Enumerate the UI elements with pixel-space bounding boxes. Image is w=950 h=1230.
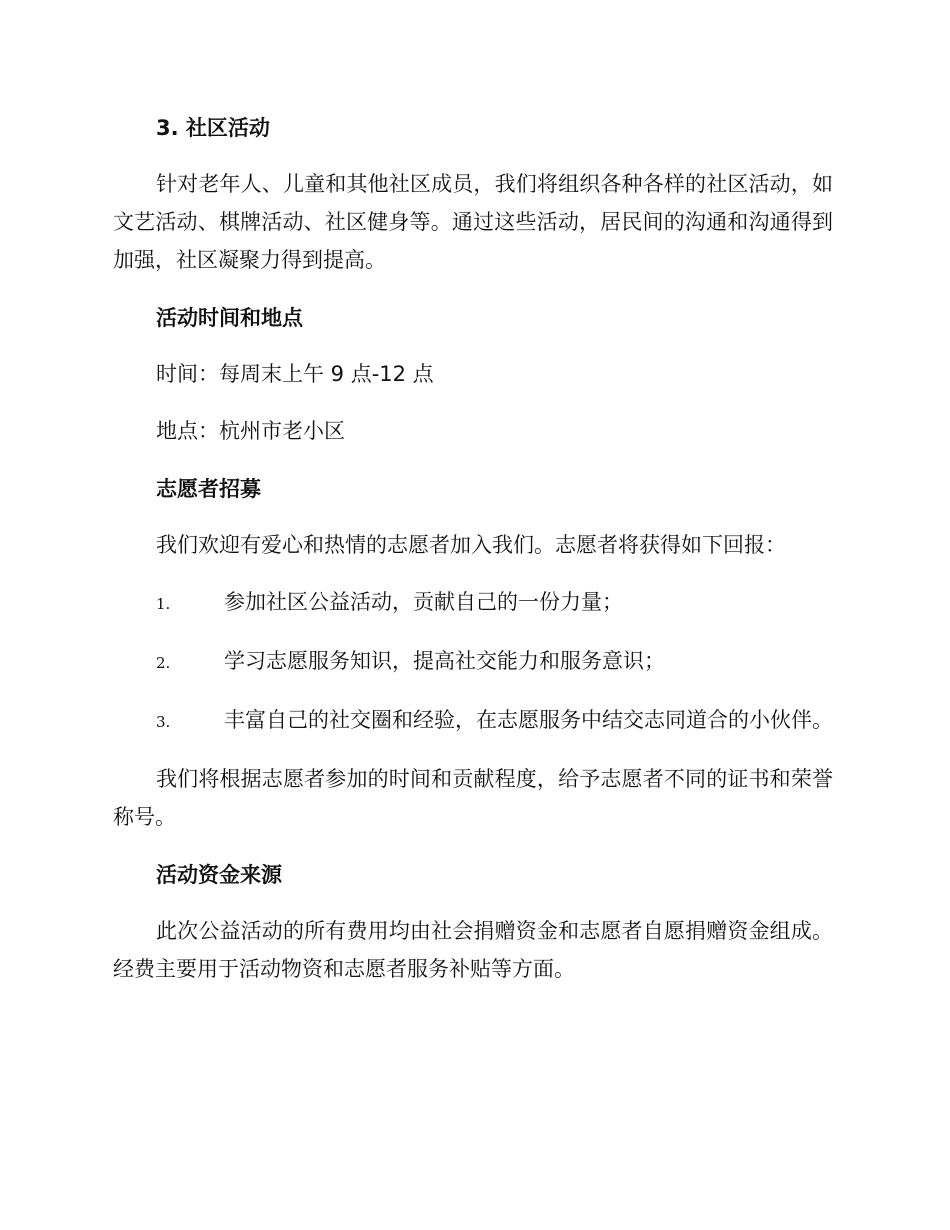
section-title: 3. 社区活动 (156, 116, 270, 140)
funding-paragraph: 此次公益活动的所有费用均由社会捐赠资金和志愿者自愿捐赠资金组成。经费主要用于活动物资和志愿者服务补贴等方面。 (113, 919, 833, 981)
list-item (113, 583, 833, 623)
volunteers-heading: 志愿者招募 (156, 477, 261, 501)
volunteers-closing: 我们将根据志愿者参加的时间和贡献程度，给予志愿者不同的证书和荣誉称号。 (113, 767, 833, 829)
list-item-number: 2. (156, 654, 171, 672)
section-intro-paragraph: 针对老年人、儿童和其他社区成员，我们将组织各种各样的社区活动，如文艺活动、棋牌活动、社区健身等。通过这些活动，居民间的沟通和沟通得到加强，社区凝聚力得到提高。 (113, 172, 833, 272)
schedule-time: 时间：每周末上午 9 点-12 点 (156, 362, 434, 386)
list-item-text: 丰富自己的社交圈和经验，在志愿服务中结交志同道合的小伙伴。 (224, 708, 833, 732)
list-item (113, 642, 833, 682)
funding-heading: 活动资金来源 (156, 863, 282, 887)
list-item-text: 学习志愿服务知识，提高社交能力和服务意识； (224, 649, 665, 673)
document-body (113, 108, 833, 1007)
schedule-heading: 活动时间和地点 (156, 306, 303, 330)
list-item-number: 1. (156, 595, 171, 613)
list-item-number: 3. (156, 713, 171, 731)
schedule-place: 地点：杭州市老小区 (156, 419, 345, 443)
volunteers-intro: 我们欢迎有爱心和热情的志愿者加入我们。志愿者将获得如下回报： (156, 533, 786, 557)
list-item (113, 701, 833, 741)
list-item-text: 参加社区公益活动，贡献自己的一份力量； (224, 590, 623, 614)
